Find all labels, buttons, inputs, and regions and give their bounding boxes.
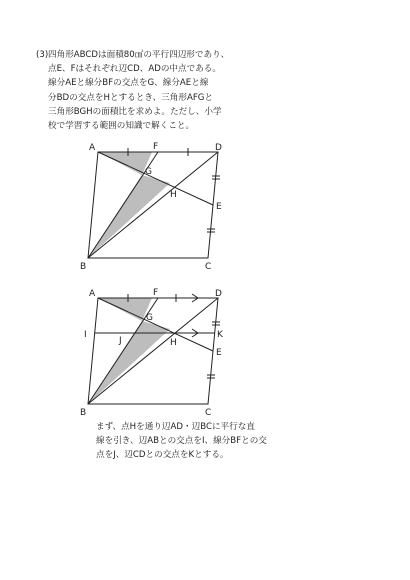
caption-line: 線を引き、辺ABとの交点をI、線分BFとの交 (96, 436, 267, 447)
explanation-text (88, 420, 328, 463)
label-H: H (170, 190, 177, 200)
problem-line: 分BDの交点をHとするとき、三角形AFGと (48, 92, 214, 103)
label-I: I (84, 330, 87, 340)
label-C: C (205, 262, 212, 272)
problem-line: 点E、Fはそれぞれ辺CD、ADの中点である。 (48, 64, 221, 75)
segment-AE (98, 298, 213, 351)
problem-line: 三角形BGHの面積比を求めよ。ただし、小学 (48, 106, 222, 117)
problem-line: 線分AEと線分BFの交点をG、線分AEと線 (48, 78, 209, 89)
label-A: A (89, 143, 96, 153)
problem-line: 校で学習する範囲の知識で解くこと。 (48, 121, 195, 132)
label-A: A (89, 289, 96, 299)
segment-BD (88, 298, 218, 404)
label-B: B (80, 262, 87, 272)
label-K: K (217, 330, 223, 340)
label-F: F (153, 142, 159, 152)
label-C: C (205, 408, 212, 418)
label-H: H (170, 338, 177, 348)
caption-line: まず、点Hを通り辺AD・辺BCに平行な直 (96, 422, 255, 432)
label-G: G (146, 313, 153, 323)
caption-line: 点をJ、辺CDとの交点をKとする。 (96, 450, 229, 461)
label-G: G (145, 167, 152, 177)
label-E: E (216, 348, 222, 358)
label-D: D (215, 289, 222, 299)
label-J: J (119, 336, 122, 346)
problem-line: 四角形ABCDは面積80㎠の平行四辺形であり、 (48, 50, 230, 60)
label-E: E (216, 202, 222, 212)
label-F: F (153, 288, 159, 298)
label-B: B (80, 408, 87, 418)
label-D: D (215, 143, 222, 153)
problem-number: (3) (36, 50, 49, 60)
